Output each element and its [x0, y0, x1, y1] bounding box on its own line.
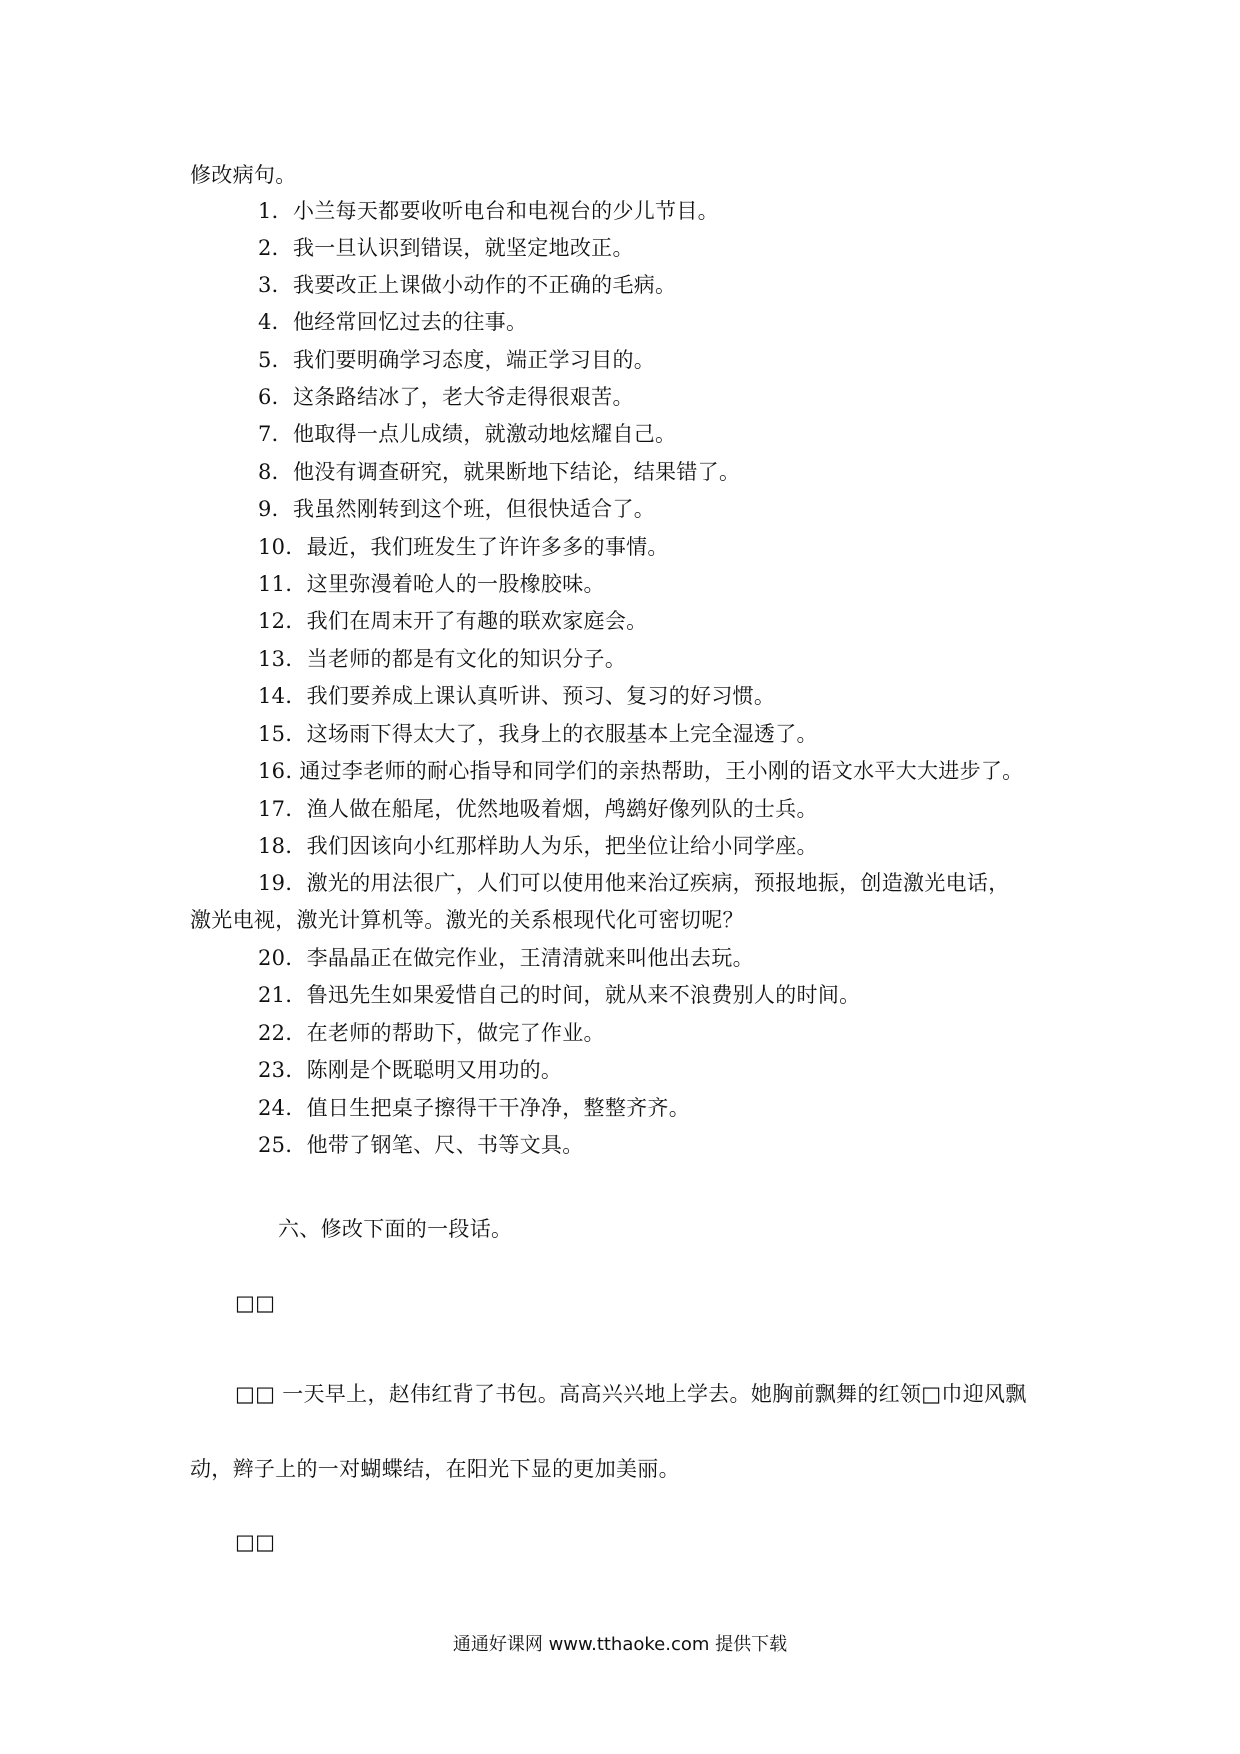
page-footer: 通通好课网 www.tthaoke.com 提供下载: [452, 1634, 788, 1655]
box-marker-end: □□: [235, 1530, 276, 1554]
sentence-item-23: 23．陈刚是个既聪明又用功的。: [258, 1058, 563, 1082]
sentence-item-13: 13．当老师的都是有文化的知识分子。: [258, 647, 627, 671]
sentence-item-17: 17．渔人做在船尾，优然地吸着烟，鸬鹚好像列队的士兵。: [258, 797, 818, 821]
sentence-item-1: 1．小兰每天都要收听电台和电视台的少儿节目。: [258, 199, 719, 223]
sentence-item-10: 10．最近，我们班发生了许许多多的事情。: [258, 535, 669, 559]
sentence-item-19-continued: 激光电视，激光计算机等。激光的关系根现代化可密切呢？: [190, 908, 744, 932]
sentence-item-12: 12．我们在周末开了有趣的联欢家庭会。: [258, 609, 648, 633]
sentence-item-8: 8．他没有调查研究，就果断地下结论，结果错了。: [258, 460, 741, 484]
sentence-item-25: 25．他带了钢笔、尺、书等文具。: [258, 1133, 584, 1157]
sentence-item-24: 24．值日生把桌子擦得干干净净，整整齐齐。: [258, 1096, 691, 1120]
sentence-item-6: 6．这条路结冰了，老大爷走得很艰苦。: [258, 385, 634, 409]
sentence-item-21: 21．鲁迅先生如果爱惜自己的时间，就从来不浪费别人的时间。: [258, 983, 861, 1007]
sentence-item-2: 2．我一旦认识到错误，就坚定地改正。: [258, 236, 634, 260]
sentence-item-9: 9．我虽然刚转到这个班，但很快适合了。: [258, 497, 656, 521]
sentence-item-7: 7．他取得一点儿成绩，就激动地炫耀自己。: [258, 422, 677, 446]
section-title: 六、修改下面的一段话。: [278, 1217, 513, 1241]
box-marker: □□: [235, 1291, 276, 1315]
sentence-item-16: 16. 通过李老师的耐心指导和同学们的亲热帮助，王小刚的语文水平大大进步了。: [258, 759, 1024, 783]
sentence-item-11: 11．这里弥漫着呛人的一股橡胶味。: [258, 572, 605, 596]
sentence-item-22: 22．在老师的帮助下，做完了作业。: [258, 1021, 605, 1045]
sentence-item-18: 18．我们因该向小红那样助人为乐，把坐位让给小同学座。: [258, 834, 818, 858]
paragraph-line-2: 动，辫子上的一对蝴蝶结，在阳光下显的更加美丽。: [190, 1457, 680, 1481]
sentence-item-20: 20．李晶晶正在做完作业，王清清就来叫他出去玩。: [258, 946, 754, 970]
sentence-item-15: 15．这场雨下得太大了，我身上的衣服基本上完全湿透了。: [258, 722, 818, 746]
sentence-item-4: 4．他经常回忆过去的往事。: [258, 310, 528, 334]
sentence-item-5: 5．我们要明确学习态度，端正学习目的。: [258, 348, 656, 372]
sentence-item-19: 19．激光的用法很广，人们可以使用他来治辽疾病，预报地振，创造激光电话，: [258, 871, 1010, 895]
sentence-item-3: 3．我要改正上课做小动作的不正确的毛病。: [258, 273, 677, 297]
sentence-item-14: 14．我们要养成上课认真听讲、预习、复习的好习惯。: [258, 684, 776, 708]
paragraph-line-1: □□ 一天早上，赵伟红背了书包。高高兴兴地上学去。她胸前飘舞的红领□巾迎风飘: [235, 1382, 1027, 1406]
exercise-intro: 修改病句。: [190, 163, 297, 187]
